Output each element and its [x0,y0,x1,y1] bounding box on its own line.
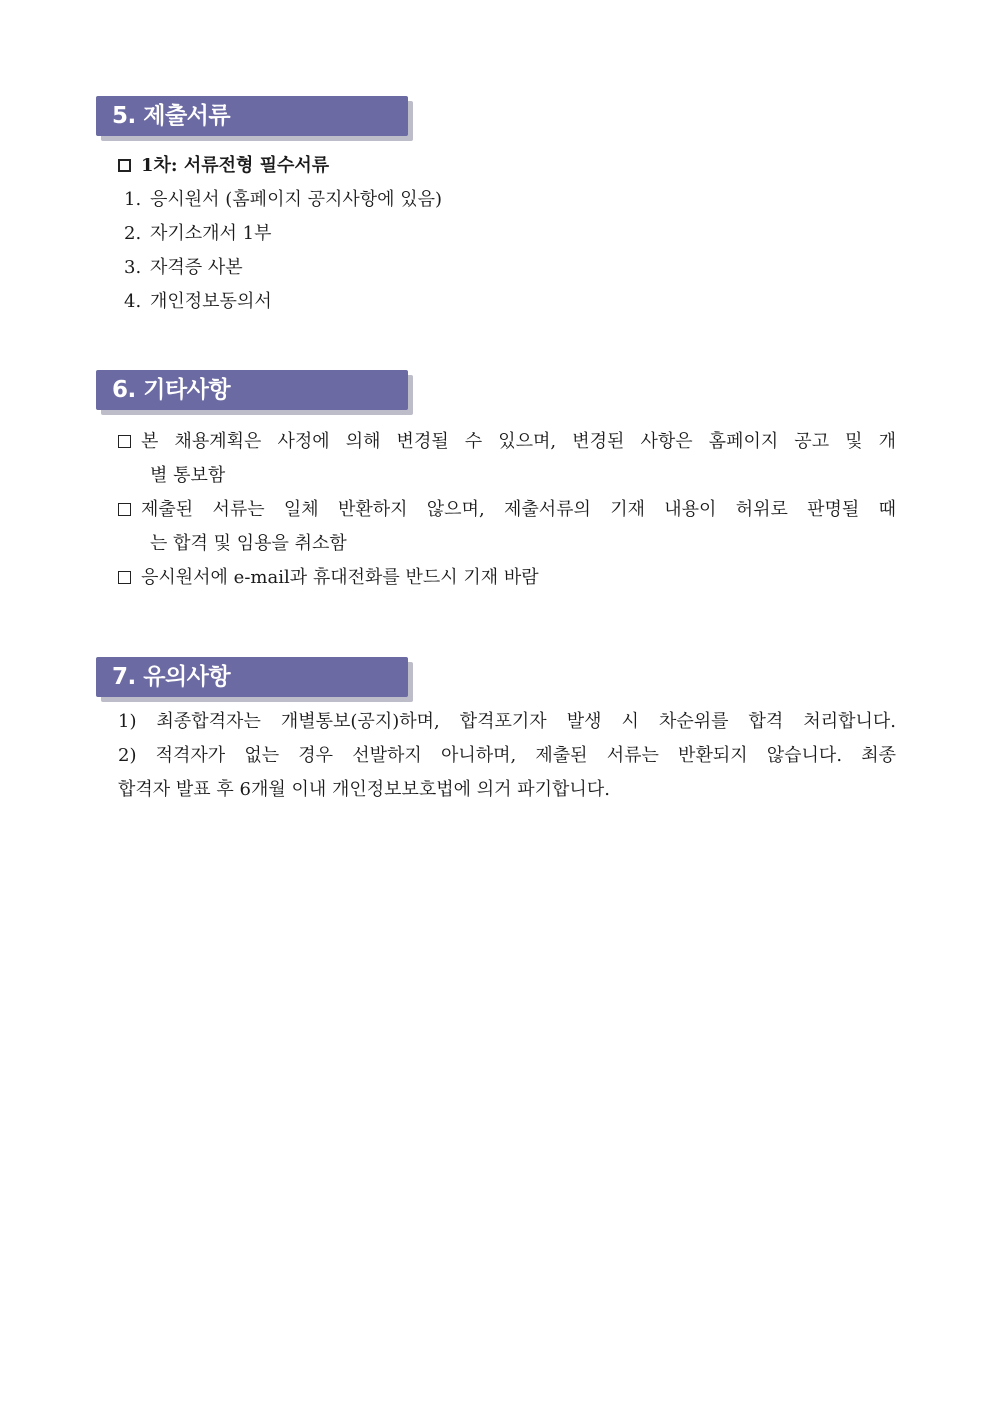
list-item-text: 응시원서 (홈페이지 공지사항에 있음) [150,189,443,210]
section-6-title: 6. 기타사항 [112,377,231,403]
section-5-title: 5. 제출서류 [112,103,231,129]
section-5-subhead-text: 1차: 서류전형 필수서류 [141,155,330,176]
list-item [124,256,243,280]
list-item-number: 3. [124,257,142,278]
section-5-subhead [118,154,329,178]
list-item [124,222,272,246]
list-item-text: 자격증 사본 [150,257,243,278]
notice-text: 응시원서에 e-mail과 휴대전화를 반드시 기재 바람 [141,567,539,588]
notice-text: 제출된 서류는 일체 반환하지 않으며, 제출서류의 기재 내용이 허위로 판명될 때 [141,499,896,520]
checkbox-icon [118,435,131,448]
list-item-number: 2. [124,223,142,244]
list-item [124,290,272,314]
notice-line [118,430,896,454]
caution-line: 2) 적격자가 없는 경우 선발하지 아니하며, 제출된 서류는 반환되지 않습니다. 최종 [118,745,896,766]
notice-line [118,498,896,522]
caution-line: 1) 최종합격자는 개별통보(공지)하며, 합격포기자 발생 시 차순위를 합격 처리합니다. [118,711,896,732]
checkbox-icon [118,571,131,584]
section-5-header [96,96,408,136]
list-item-text: 개인정보동의서 [150,291,272,312]
section-6-header [96,370,408,410]
notice-line [118,566,539,590]
list-item-number: 1. [124,189,142,210]
notice-text: 본 채용계획은 사정에 의해 변경될 수 있으며, 변경된 사항은 홈페이지 공고 및 개 [141,431,896,452]
list-item [124,188,442,212]
section-7-title: 7. 유의사항 [112,664,231,690]
notice-line-continued: 별 통보함 [150,465,226,486]
caution-line: 합격자 발표 후 6개월 이내 개인정보보호법에 의거 파기합니다. [118,779,610,800]
section-7-header [96,657,408,697]
checkbox-icon [118,503,131,516]
notice-line-continued: 는 합격 및 임용을 취소함 [150,533,347,554]
checkbox-icon [118,159,131,172]
list-item-number: 4. [124,291,142,312]
list-item-text: 자기소개서 1부 [150,223,272,244]
